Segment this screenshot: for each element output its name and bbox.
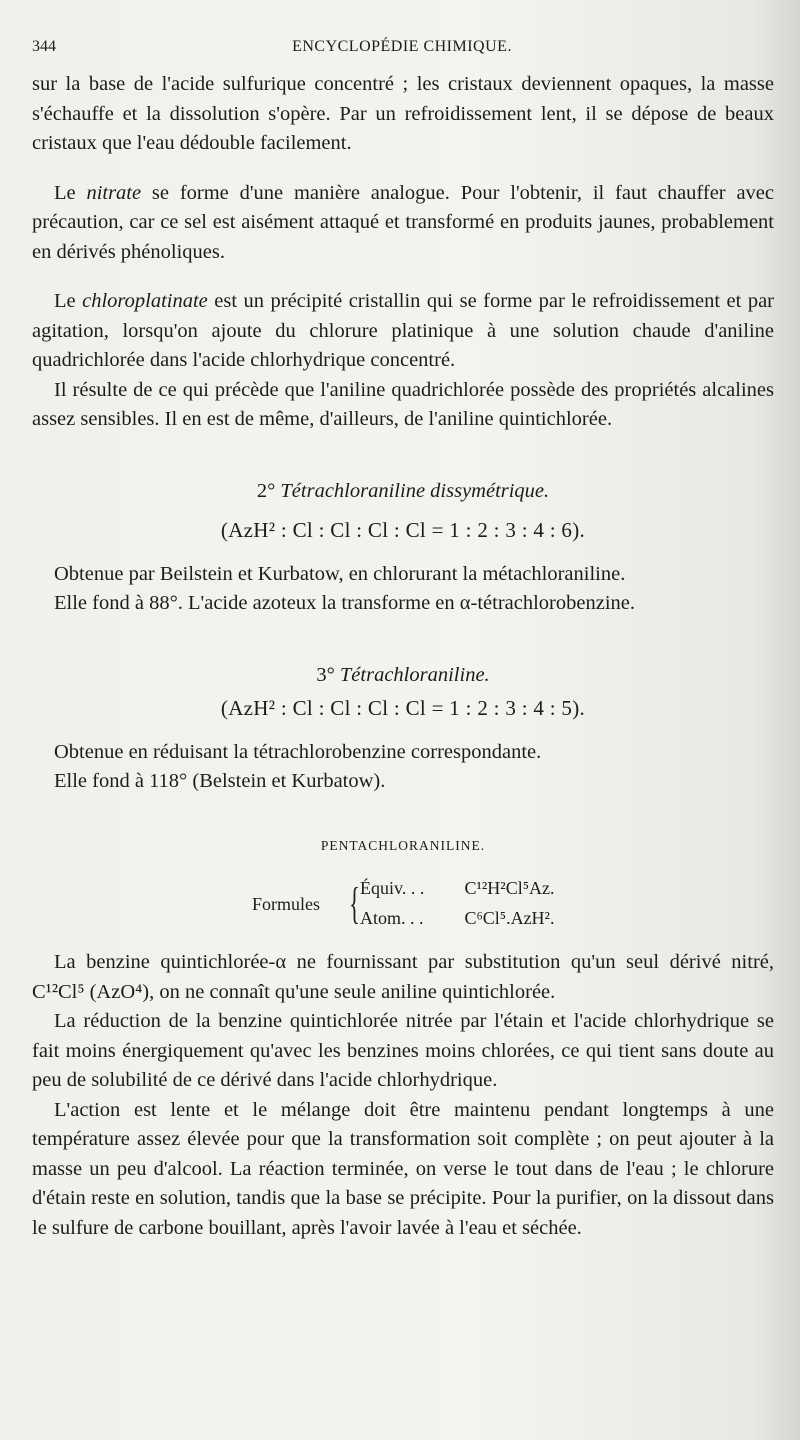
formula-value: C¹²H²Cl⁵Az. — [464, 878, 555, 898]
section-heading-3 — [32, 661, 774, 691]
paragraph-final-1: La benzine quintichlorée-α ne fournissant par substitution qu'un seul dérivé nitré, C¹²Cl⁵ (AzO⁴), on ne connaît qu'une seule aniline quintichlorée. — [32, 951, 774, 1003]
section3-text-2: Elle fond à 118° (Belstein et Kurbatow). — [54, 770, 386, 792]
heading-pentachloraniline: PENTACHLORANILINE. — [320, 837, 486, 853]
formula-row-equiv — [360, 874, 554, 904]
formula-value: C⁶Cl⁵.AzH². — [464, 908, 555, 928]
brace-symbol: { — [349, 879, 360, 928]
term-nitrate: nitrate — [86, 181, 142, 204]
paragraph-result: Il résulte de ce qui précède que l'aniline quadrichlorée possède des propriétés alcalines assez sensibles. Il en est de même, d'ailleurs, de l'aniline quintichlorée. — [32, 378, 774, 430]
formula-3: (AzH² : Cl : Cl : Cl : Cl = 1 : 2 : 3 : 4 : 5). — [220, 696, 586, 720]
formulas-block — [252, 872, 774, 938]
formula-key: Atom. . . — [360, 908, 424, 928]
section3-text-1: Obtenue en réduisant la tétrachlorobenzine correspondante. — [54, 740, 542, 763]
text-fragment: se forme d'une manière analogue. Pour l'obtenir, il faut chauffer avec précaution, car ce sel est aisément attaqué et transformé en produits jaunes, probablement en dérivés phénoliques. — [32, 181, 774, 263]
paragraph-sulfuric: sur la base de l'acide sulfurique concentré ; les cristaux deviennent opaques, la masse s'échauffe et la dissolution s'opère. Par un refroidissement lent, il se dépose de beaux cristaux que l'eau dédouble facilement. — [32, 73, 774, 154]
section-title: Tétrachloraniline. — [339, 663, 490, 686]
paragraph-final-2: La réduction de la benzine quintichlorée nitrée par l'étain et l'acide chlorhydrique se fait moins énergiquement qu'avec les benzines moins chlorées, ce qui tient sans doute au peu de solubilité de ce dérivé dans l'acide chlorhydrique. — [32, 1010, 774, 1091]
section2-text-1: Obtenue par Beilstein et Kurbatow, en chlorurant la métachloraniline. — [54, 562, 626, 585]
page-number: 344 — [32, 38, 56, 55]
formula-2: (AzH² : Cl : Cl : Cl : Cl = 1 : 2 : 3 : 4 : 6). — [220, 518, 586, 542]
section-title: Tétrachloraniline dissymétrique. — [280, 479, 550, 502]
page-body — [32, 70, 774, 1243]
formula-key: Équiv. . . — [360, 878, 425, 898]
section-number: 2° — [256, 479, 276, 502]
formula-row-atom — [360, 904, 554, 934]
paragraph-final-3: L'action est lente et le mélange doit être maintenu pendant longtemps à une température assez élevée pour que la transformation soit complète ; on peut ajouter à la masse un peu d'alcool. La réaction terminée, on verse le tout dans de l'eau ; le chlorure d'étain reste en solution, tandis que la base se précipite. Pour la purifier, on la dissout dans le sulfure de carbone bouillant, après l'avoir lavée à l'eau et séchée. — [32, 1098, 774, 1239]
text-fragment: Le — [54, 290, 83, 312]
term-chloroplatinate: chloroplatinate — [82, 290, 208, 312]
text-fragment: est un précipité cristallin qui se forme par le refroidissement et par agitation, lorsqu'on ajoute du chlorure platinique à une solution chaude d'aniline quadrichlorée dans l'acide chlorhydrique concentré. — [32, 290, 774, 371]
section-heading-2 — [32, 477, 774, 507]
paragraph-nitrate — [32, 179, 774, 268]
paragraph-chloroplatinate — [32, 287, 774, 376]
section-number: 3° — [316, 663, 335, 686]
text-fragment: Le — [54, 181, 87, 204]
section2-text-2: Elle fond à 88°. L'acide azoteux la transforme en α-tétrachlorobenzine. — [54, 592, 635, 614]
running-title: ENCYCLOPÉDIE CHIMIQUE. — [292, 38, 512, 55]
running-header — [32, 38, 772, 62]
formulas-label: Formules — [252, 894, 321, 914]
